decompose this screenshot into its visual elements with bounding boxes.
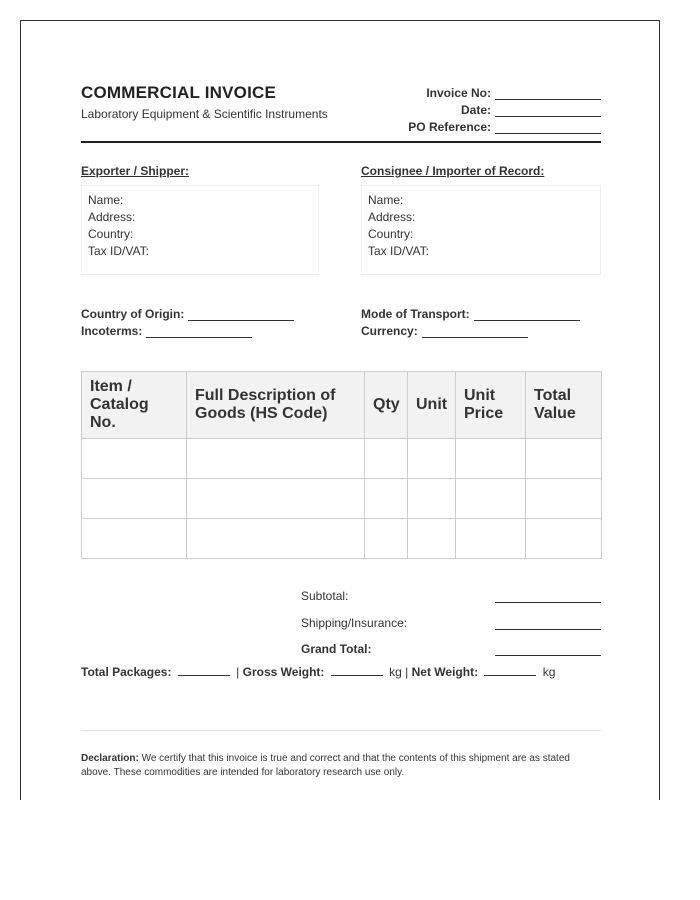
po-label: PO Reference: xyxy=(408,120,491,134)
table-cell[interactable] xyxy=(365,479,408,519)
exporter-country-label: Country: xyxy=(88,227,134,241)
currency-field xyxy=(361,324,528,338)
total-packages-blank xyxy=(178,664,230,676)
exporter-heading: Exporter / Shipper: xyxy=(81,164,190,178)
invoice-meta xyxy=(341,83,601,134)
transport-label: Mode of Transport: xyxy=(361,307,470,321)
table-cell[interactable] xyxy=(526,439,602,479)
separator: | xyxy=(405,665,409,679)
consignee-box xyxy=(361,185,601,275)
origin-blank xyxy=(188,308,294,321)
table-cell[interactable] xyxy=(456,519,526,559)
table-cell[interactable] xyxy=(187,479,365,519)
net-weight-blank xyxy=(484,664,536,676)
grand-total-blank xyxy=(495,654,601,656)
consignee-country-label: Country: xyxy=(368,227,414,241)
subtotal-label: Subtotal: xyxy=(301,589,349,603)
po-blank xyxy=(495,121,601,134)
shipping-insurance-label: Shipping/Insurance: xyxy=(301,616,408,630)
table-cell[interactable] xyxy=(365,439,408,479)
table-row xyxy=(82,519,602,559)
document-subtitle: Laboratory Equipment & Scientific Instruments xyxy=(81,107,328,121)
table-cell[interactable] xyxy=(456,439,526,479)
consignee-heading: Consignee / Importer of Record: xyxy=(361,164,545,178)
transport-blank xyxy=(474,308,580,321)
incoterms-field xyxy=(81,324,252,338)
document-title: COMMERCIAL INVOICE xyxy=(81,83,277,102)
column-header-item: Item / Catalog No. xyxy=(82,372,187,439)
table-cell[interactable] xyxy=(187,439,365,479)
column-header-total-value: Total Value xyxy=(526,372,602,439)
invoice-page xyxy=(20,20,660,800)
exporter-tax-label: Tax ID/VAT: xyxy=(88,244,149,258)
items-table xyxy=(81,371,602,559)
consignee-address-label: Address: xyxy=(368,210,416,224)
invoice-no-blank xyxy=(495,87,601,100)
column-header-description: Full Description of Goods (HS Code) xyxy=(187,372,365,439)
gross-weight-unit: kg xyxy=(389,665,402,679)
transport-field xyxy=(361,307,580,321)
subtotal-blank xyxy=(495,601,601,603)
table-cell[interactable] xyxy=(187,519,365,559)
net-weight-label: Net Weight: xyxy=(411,665,479,679)
table-cell[interactable] xyxy=(526,519,602,559)
currency-blank xyxy=(422,325,528,338)
packages-line xyxy=(81,664,555,679)
column-header-unit-price: Unit Price xyxy=(456,372,526,439)
table-cell[interactable] xyxy=(408,439,456,479)
table-cell[interactable] xyxy=(365,519,408,559)
footer-divider xyxy=(81,730,601,731)
table-cell[interactable] xyxy=(82,519,187,559)
exporter-name-label: Name: xyxy=(88,193,124,207)
shipping-insurance-blank xyxy=(495,628,601,630)
table-row xyxy=(82,479,602,519)
table-cell[interactable] xyxy=(408,519,456,559)
table-cell[interactable] xyxy=(82,439,187,479)
currency-label: Currency: xyxy=(361,324,418,338)
column-header-unit: Unit xyxy=(408,372,456,439)
date-blank xyxy=(495,104,601,117)
po-row xyxy=(341,117,601,134)
date-label: Date: xyxy=(460,103,491,117)
gross-weight-label: Gross Weight: xyxy=(242,665,325,679)
total-packages-label: Total Packages: xyxy=(81,665,172,679)
grand-total-label: Grand Total: xyxy=(301,642,372,656)
header-divider xyxy=(81,141,601,143)
table-header-row xyxy=(82,372,602,439)
invoice-no-label: Invoice No: xyxy=(426,86,491,100)
exporter-address-label: Address: xyxy=(88,210,136,224)
incoterms-label: Incoterms: xyxy=(81,324,143,338)
consignee-tax-label: Tax ID/VAT: xyxy=(368,244,429,258)
separator: | xyxy=(236,665,240,679)
net-weight-unit: kg xyxy=(542,665,556,679)
declaration-label: Declaration: xyxy=(81,753,139,764)
gross-weight-blank xyxy=(331,664,383,676)
declaration-text: We certify that this invoice is true and correct and that the contents of this shipment are as stated above. These commodities are intended for laboratory research use only. xyxy=(81,753,570,778)
exporter-box xyxy=(81,185,319,275)
table-cell[interactable] xyxy=(82,479,187,519)
table-cell[interactable] xyxy=(526,479,602,519)
table-cell[interactable] xyxy=(456,479,526,519)
declaration xyxy=(81,752,601,780)
consignee-name-label: Name: xyxy=(368,193,404,207)
column-header-qty: Qty xyxy=(365,372,408,439)
origin-field xyxy=(81,307,294,321)
table-row xyxy=(82,439,602,479)
date-row xyxy=(341,100,601,117)
origin-label: Country of Origin: xyxy=(81,307,185,321)
incoterms-blank xyxy=(146,325,252,338)
table-cell[interactable] xyxy=(408,479,456,519)
invoice-no-row xyxy=(341,83,601,100)
